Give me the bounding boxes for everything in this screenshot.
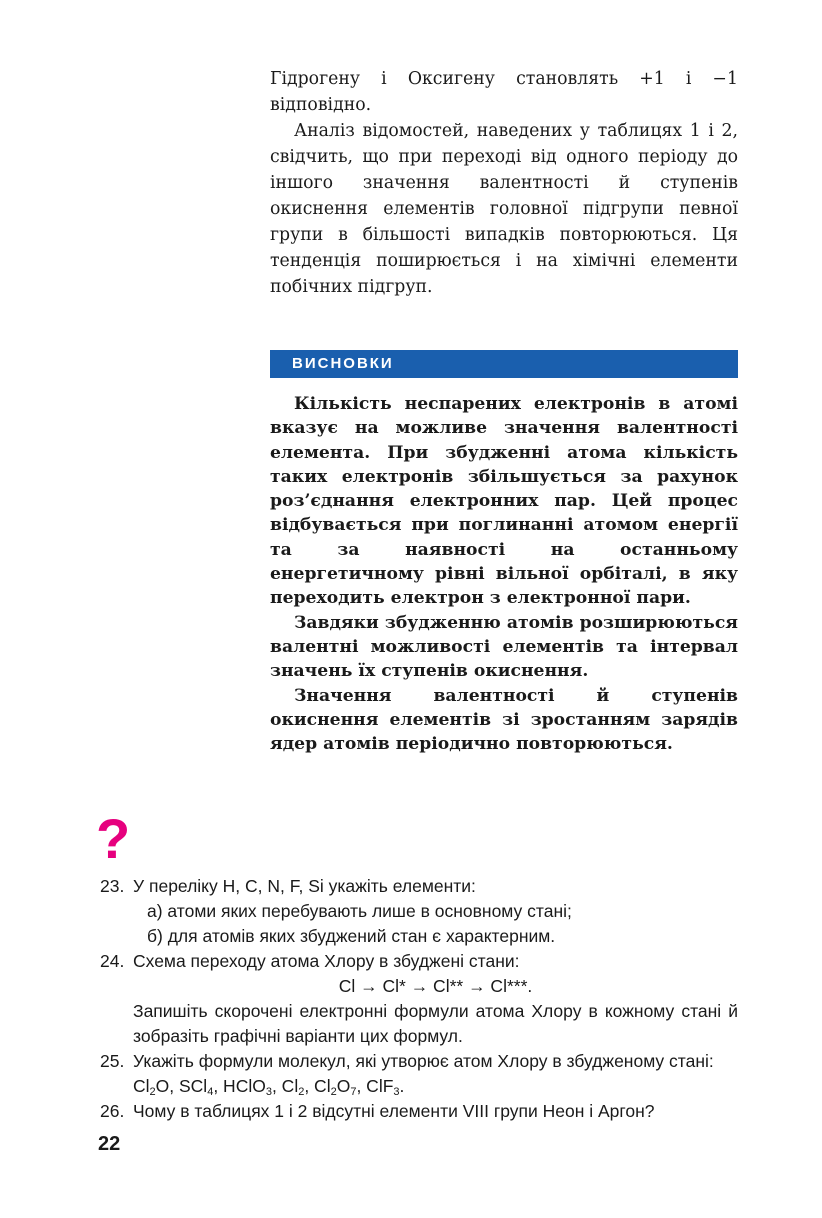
question-text: Схема переходу атома Хлору в збуджені стани: — [133, 951, 520, 971]
question-option-a: а) атоми яких перебувають лише в основному стані; — [147, 901, 572, 921]
page-number: 22 — [98, 1133, 121, 1155]
formula-part: Cl — [133, 1076, 150, 1096]
question-number: 23. — [100, 876, 125, 896]
question-option-b: б) для атомів яких збуджений стан є характерним. — [147, 926, 556, 946]
question-text: Чому в таблицях 1 і 2 відсутні елементи VIII групи Неон і Аргон? — [133, 1101, 655, 1121]
intro-paragraph-2: Аналіз відомостей, наведених у таблицях 1 і 2, свідчить, що при переході від одного періоду до іншого значення валентності й ступенів окиснення елементів головної підгрупи певної групи в більшості випадків повторюються. Ця тенденція поширюється і на хімічні елементи побічних підгруп. — [270, 121, 738, 297]
formula-part: O — [336, 1076, 351, 1096]
formula-part: , ClF — [356, 1076, 394, 1096]
formula-subscript: 2 — [149, 1086, 156, 1098]
question-number: 24. — [100, 951, 125, 971]
question-number: 26. — [100, 1101, 125, 1121]
conclusions-header — [270, 350, 738, 378]
questions-list — [100, 874, 738, 1124]
question-25 — [100, 1049, 738, 1099]
conclusions-title: ВИСНОВКИ — [292, 355, 394, 372]
question-text: Укажіть формули молекул, які утворює атом Хлору в збудженому стані: — [133, 1051, 714, 1071]
formula-part: , HClO — [213, 1076, 266, 1096]
question-text-continued: Запишіть скорочені електронні формули атома Хлору в кожному стані й зобразіть графічні варіанти цих формул. — [133, 1001, 738, 1046]
intro-paragraph-1: Гідрогену і Оксигену становлять +1 і −1 відповідно. — [270, 69, 738, 115]
formula-subscript: 7 — [350, 1086, 357, 1098]
formula-subscript: 2 — [298, 1086, 305, 1098]
intro-text — [270, 66, 738, 300]
conclusion-paragraph-2: Завдяки збудженню атомів розширюються валентні можливості елементів та інтервал значень їх ступенів окиснення. — [270, 612, 738, 682]
question-26 — [100, 1099, 738, 1124]
formula-subscript: 4 — [207, 1086, 214, 1098]
formula-part: , Cl — [304, 1076, 331, 1096]
formula-subscript: 3 — [265, 1086, 272, 1098]
questions-icon: ? — [96, 807, 131, 870]
question-23 — [100, 874, 738, 949]
formula-part: O, SCl — [155, 1076, 208, 1096]
conclusion-paragraph-3: Значення валентності й ступенів окиснення елементів зі зростанням зарядів ядер атомів періодично повторюються. — [270, 685, 738, 755]
question-24 — [100, 949, 738, 1049]
excitation-scheme: Cl → Cl* → Cl** → Cl***. — [338, 976, 533, 996]
question-number: 25. — [100, 1051, 125, 1071]
formula-subscript: 3 — [393, 1086, 400, 1098]
conclusions-text — [270, 392, 738, 756]
formula-part: . — [399, 1076, 405, 1096]
formula-part: , Cl — [271, 1076, 299, 1096]
formula-subscript: 2 — [330, 1086, 337, 1098]
conclusion-paragraph-1: Кількість неспарених електронів в атомі вказує на можливе значення валентності елемента. При збудженні атома кількість таких електронів збільшується за рахунок роз’єднання електронних пар. Цей процес відбувається при поглинанні атомом енергії та за наявності на останньому енергетичному рівні вільної орбіталі, в яку переходить електрон з електронної пари. — [270, 394, 738, 609]
molecule-formulas — [100, 1074, 738, 1099]
question-text: У переліку H, C, N, F, Si укажіть елементи: — [133, 876, 476, 896]
